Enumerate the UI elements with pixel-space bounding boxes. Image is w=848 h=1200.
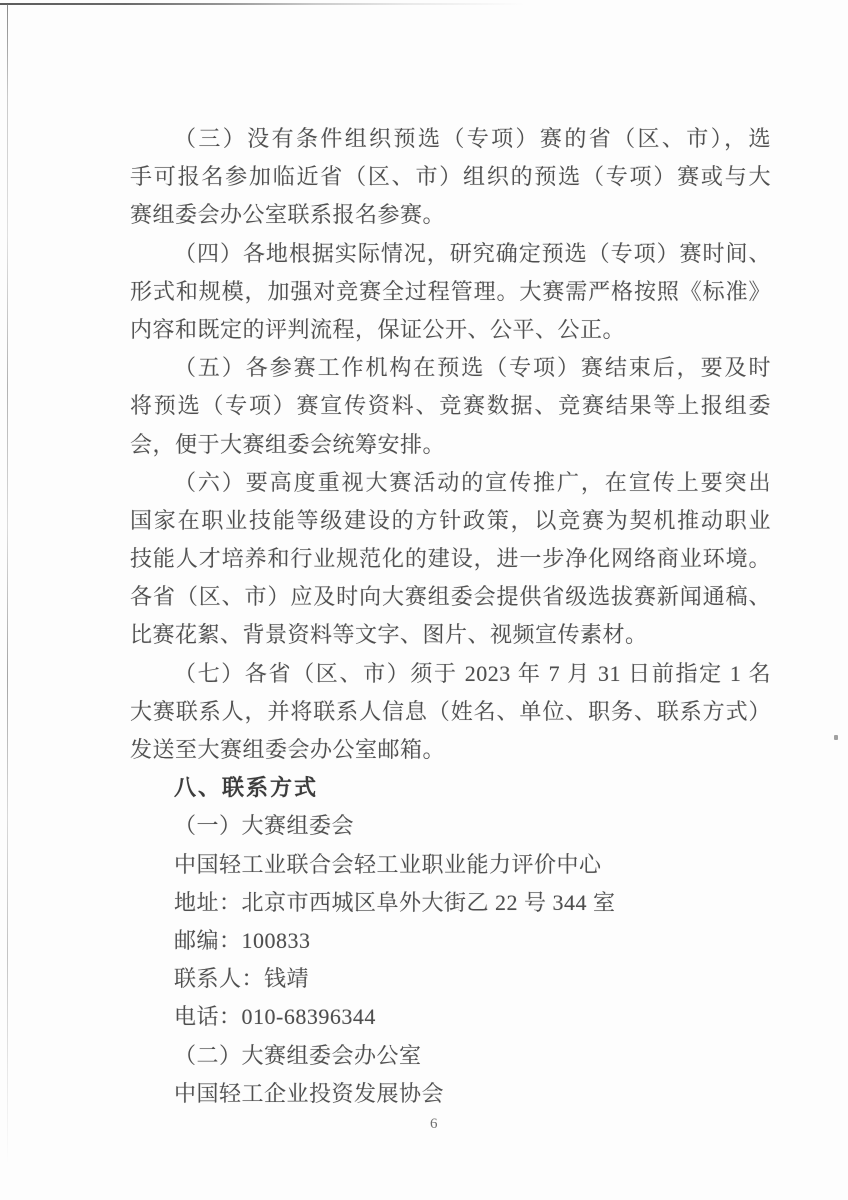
scan-artifact-left-edge (7, 4, 8, 1164)
text-line: （六）要高度重视大赛活动的宣传推广，在宣传上要突出 (174, 469, 771, 495)
text-line: （三）没有条件组织预选（专项）赛的省（区、市），选 (174, 126, 771, 151)
scan-artifact-top-edge (0, 3, 700, 5)
text-line: （七）各省（区、市）须于 2023 年 7 月 31 日前指定 1 名 (174, 660, 771, 686)
section-heading: 八、联系方式 (174, 775, 319, 801)
text-line: 形式和规模，加强对竞赛全过程管理。大赛需严格按照《标准》 (130, 278, 771, 304)
page-number: 6 (430, 1116, 438, 1132)
text-line: 发送至大赛组委会办公室邮箱。 (130, 737, 446, 762)
text-line: 大赛联系人，并将联系人信息（姓名、单位、职务、联系方式） (130, 698, 771, 724)
text-line: 中国轻工企业投资发展协会 (174, 1080, 445, 1106)
text-line: 各省（区、市）应及时向大赛组委会提供省级选拔赛新闻通稿、 (130, 584, 771, 610)
text-line: （二）大赛组委会办公室 (174, 1042, 422, 1068)
scan-artifact-speck (834, 735, 838, 740)
text-line: （四）各地根据实际情况，研究确定预选（专项）赛时间、 (174, 240, 771, 266)
text-line: 技能人才培养和行业规范化的建设，进一步净化网络商业环境。 (130, 546, 771, 572)
text-line: 邮编：100833 (174, 927, 311, 953)
text-line: 国家在职业技能等级建设的方针政策，以竞赛为契机推动职业 (130, 507, 771, 533)
text-line: 内容和既定的评判流程，保证公开、公平、公正。 (130, 316, 626, 342)
text-line: 电话：010-68396344 (174, 1004, 376, 1030)
text-line: 赛组委会办公室联系报名参赛。 (130, 202, 446, 228)
text-line: 会，便于大赛组委会统筹安排。 (130, 431, 446, 457)
text-line: 地址：北京市西城区阜外大街乙 22 号 344 室 (174, 889, 616, 915)
text-line: 中国轻工业联合会轻工业职业能力评价中心 (174, 851, 602, 877)
text-line: （五）各参赛工作机构在预选（专项）赛结束后，要及时 (174, 355, 771, 381)
text-line: 联系人：钱靖 (174, 966, 310, 992)
text-line: 手可报名参加临近省（区、市）组织的预选（专项）赛或与大 (130, 164, 771, 190)
text-line: （一）大赛组委会 (174, 813, 355, 839)
text-line: 将预选（专项）赛宣传资料、竞赛数据、竞赛结果等上报组委 (130, 393, 771, 419)
document-body (130, 120, 771, 1113)
text-line: 比赛花絮、背景资料等文字、图片、视频宣传素材。 (130, 622, 648, 648)
